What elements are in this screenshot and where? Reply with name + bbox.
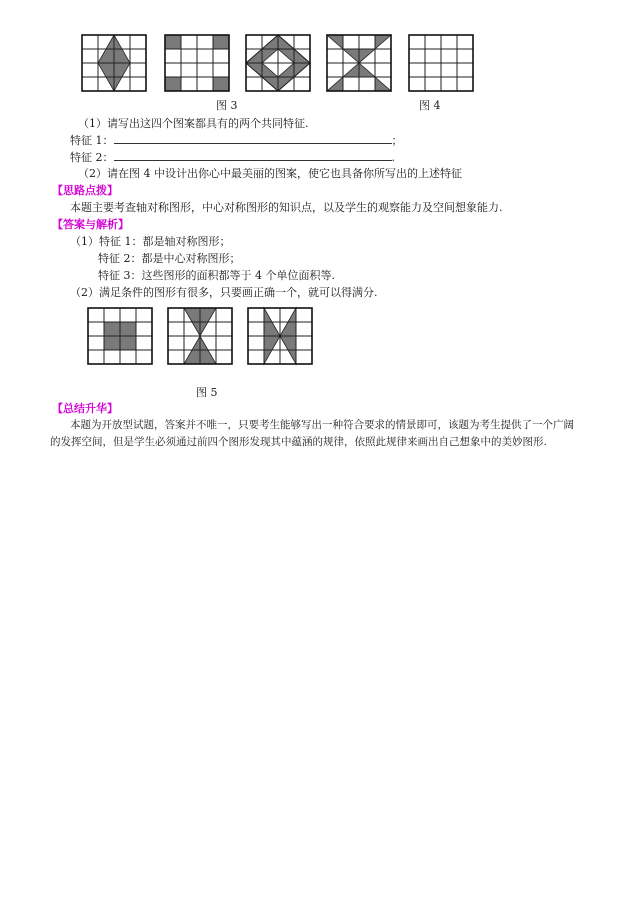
pattern-2-corners: [165, 35, 229, 91]
pattern-3-frame: [246, 35, 310, 91]
answer-line-1: （1）特征 1：都是轴对称图形；: [70, 235, 231, 248]
summary-text: [50, 417, 610, 451]
answer-line-4: （2）满足条件的图形有很多，只要画正确一个，就可以得满分.: [70, 286, 378, 299]
feature-1-blank[interactable]: [114, 132, 392, 144]
pattern-4-triangles: [327, 35, 391, 91]
answer-heading: 【答案与解析】: [52, 218, 129, 231]
figure-row-5: [0, 300, 640, 380]
hint-text: 本题主要考查轴对称图形，中心对称图形的知识点，以及学生的观察能力及空间想象能力.: [70, 201, 503, 214]
answer-pattern-bowtie: [248, 308, 312, 364]
answer-pattern-hourglass: [168, 308, 232, 364]
feature-1-row: [70, 132, 403, 148]
summary-text-line-1: 本题为开放型试题，答案并不唯一，只要考生能够写出一种符合要求的情景即可，该题为考生提供了一个广阔: [70, 419, 574, 431]
caption-figure-3: 图 3: [216, 99, 238, 112]
hint-heading: 【思路点拨】: [52, 184, 118, 197]
feature-1-end: ；: [391, 134, 403, 147]
pattern-empty-grid: [409, 35, 473, 91]
summary-heading: 【总结升华】: [52, 402, 118, 415]
question-part-2: （2）请在图 4 中设计出你心中最美丽的图案，使它也具备你所写出的上述特征: [78, 167, 462, 180]
feature-2-label: 特征 2：: [70, 151, 114, 164]
figure-row-top: [0, 0, 640, 115]
caption-figure-5: 图 5: [196, 386, 218, 399]
pattern-1-diamond: [82, 35, 146, 91]
question-part-1: （1）请写出这四个图案都具有的两个共同特征.: [78, 117, 309, 130]
summary-text-line-2: 的发挥空间，但是学生必须通过前四个图形发现其中蕴涵的规律，依照此规律来画出自己想象中的美妙图形.: [50, 436, 547, 448]
answer-line-3: 特征 3：这些图形的面积都等于 4 个单位面积等.: [98, 269, 335, 282]
feature-2-blank[interactable]: [114, 149, 392, 161]
answer-line-2: 特征 2：都是中心对称图形；: [98, 252, 241, 265]
answer-pattern-center-square: [88, 308, 152, 364]
feature-1-label: 特征 1：: [70, 134, 114, 147]
caption-figure-4: 图 4: [419, 99, 441, 112]
feature-2-row: [70, 149, 395, 165]
feature-2-end: .: [391, 151, 395, 164]
